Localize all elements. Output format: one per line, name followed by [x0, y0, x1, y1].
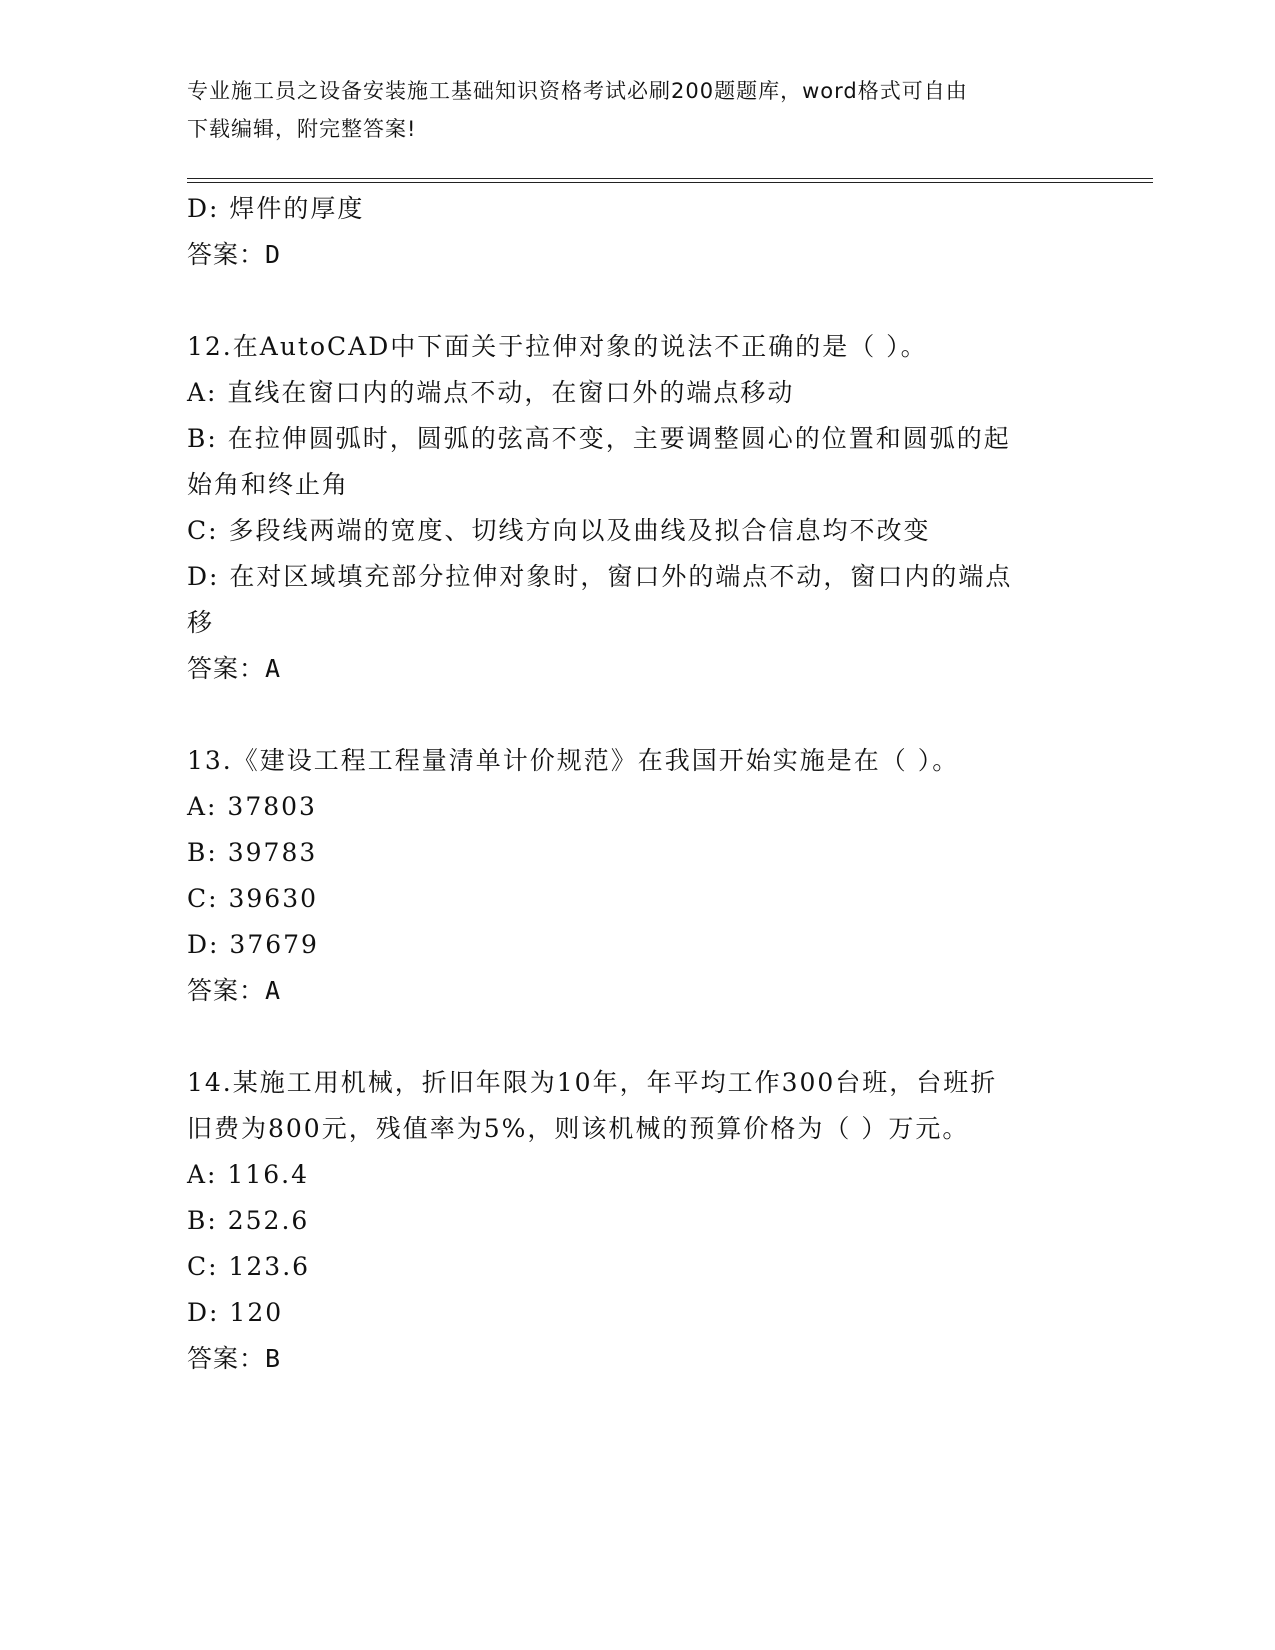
option-b: B: 39783 [187, 838, 318, 867]
question-13 [187, 738, 1087, 1014]
answer-label: 答案： [187, 240, 266, 269]
answer-value: A [265, 654, 282, 683]
question-12 [187, 324, 1087, 692]
option-d: D: 37679 [187, 930, 319, 959]
answer-label: 答案： [187, 976, 266, 1005]
header-line-2: 下载编辑，附完整答案! [187, 117, 417, 141]
document-header [187, 72, 1067, 148]
header-divider-top [187, 178, 1153, 179]
question-stem: 13.《建设工程工程量清单计价规范》在我国开始实施是在（ ）。 [187, 746, 960, 775]
option-d-line-1: D: 在对区域填充部分拉伸对象时，窗口外的端点不动，窗口内的端点 [187, 562, 1013, 591]
option-d-line-2: 移 [187, 608, 215, 637]
option-c: C: 123.6 [187, 1252, 311, 1281]
option-c: C: 39630 [187, 884, 319, 913]
option-a: A: 直线在窗口内的端点不动，在窗口外的端点移动 [187, 378, 795, 407]
answer-value: D [265, 240, 282, 269]
answer-line [187, 968, 1087, 1014]
option-a: A: 116.4 [187, 1160, 309, 1189]
answer-value: B [265, 1344, 282, 1373]
option-b-line-2: 始角和终止角 [187, 470, 350, 499]
option-b: B: 252.6 [187, 1206, 310, 1235]
question-14 [187, 1060, 1087, 1382]
question-stem-line-2: 旧费为800元，残值率为5%，则该机械的预算价格为（ ）万元。 [187, 1114, 970, 1143]
option-c: C: 多段线两端的宽度、切线方向以及曲线及拟合信息均不改变 [187, 516, 931, 545]
answer-line [187, 646, 1087, 692]
question-stem: 12.在AutoCAD中下面关于拉伸对象的说法不正确的是（ ）。 [187, 332, 928, 361]
answer-value: A [265, 976, 282, 1005]
option-a: A: 37803 [187, 792, 317, 821]
option-b-line-1: B: 在拉伸圆弧时，圆弧的弦高不变，主要调整圆心的位置和圆弧的起 [187, 424, 1011, 453]
option-d: D: 120 [187, 1298, 284, 1327]
prev-question [187, 186, 1087, 278]
question-list [187, 186, 1087, 1382]
answer-label: 答案： [187, 1344, 266, 1373]
option-d: D: 焊件的厚度 [187, 194, 365, 223]
header-divider-bottom [187, 182, 1153, 183]
spacer [187, 692, 1087, 738]
answer-label: 答案： [187, 654, 266, 683]
answer-line [187, 1336, 1087, 1382]
header-line-1: 专业施工员之设备安装施工基础知识资格考试必刷200题题库，word格式可自由 [187, 79, 968, 103]
spacer [187, 1014, 1087, 1060]
spacer [187, 278, 1087, 324]
answer-line [187, 232, 1087, 278]
question-stem-line-1: 14.某施工用机械，折旧年限为10年，年平均工作300台班，台班折 [187, 1068, 998, 1097]
